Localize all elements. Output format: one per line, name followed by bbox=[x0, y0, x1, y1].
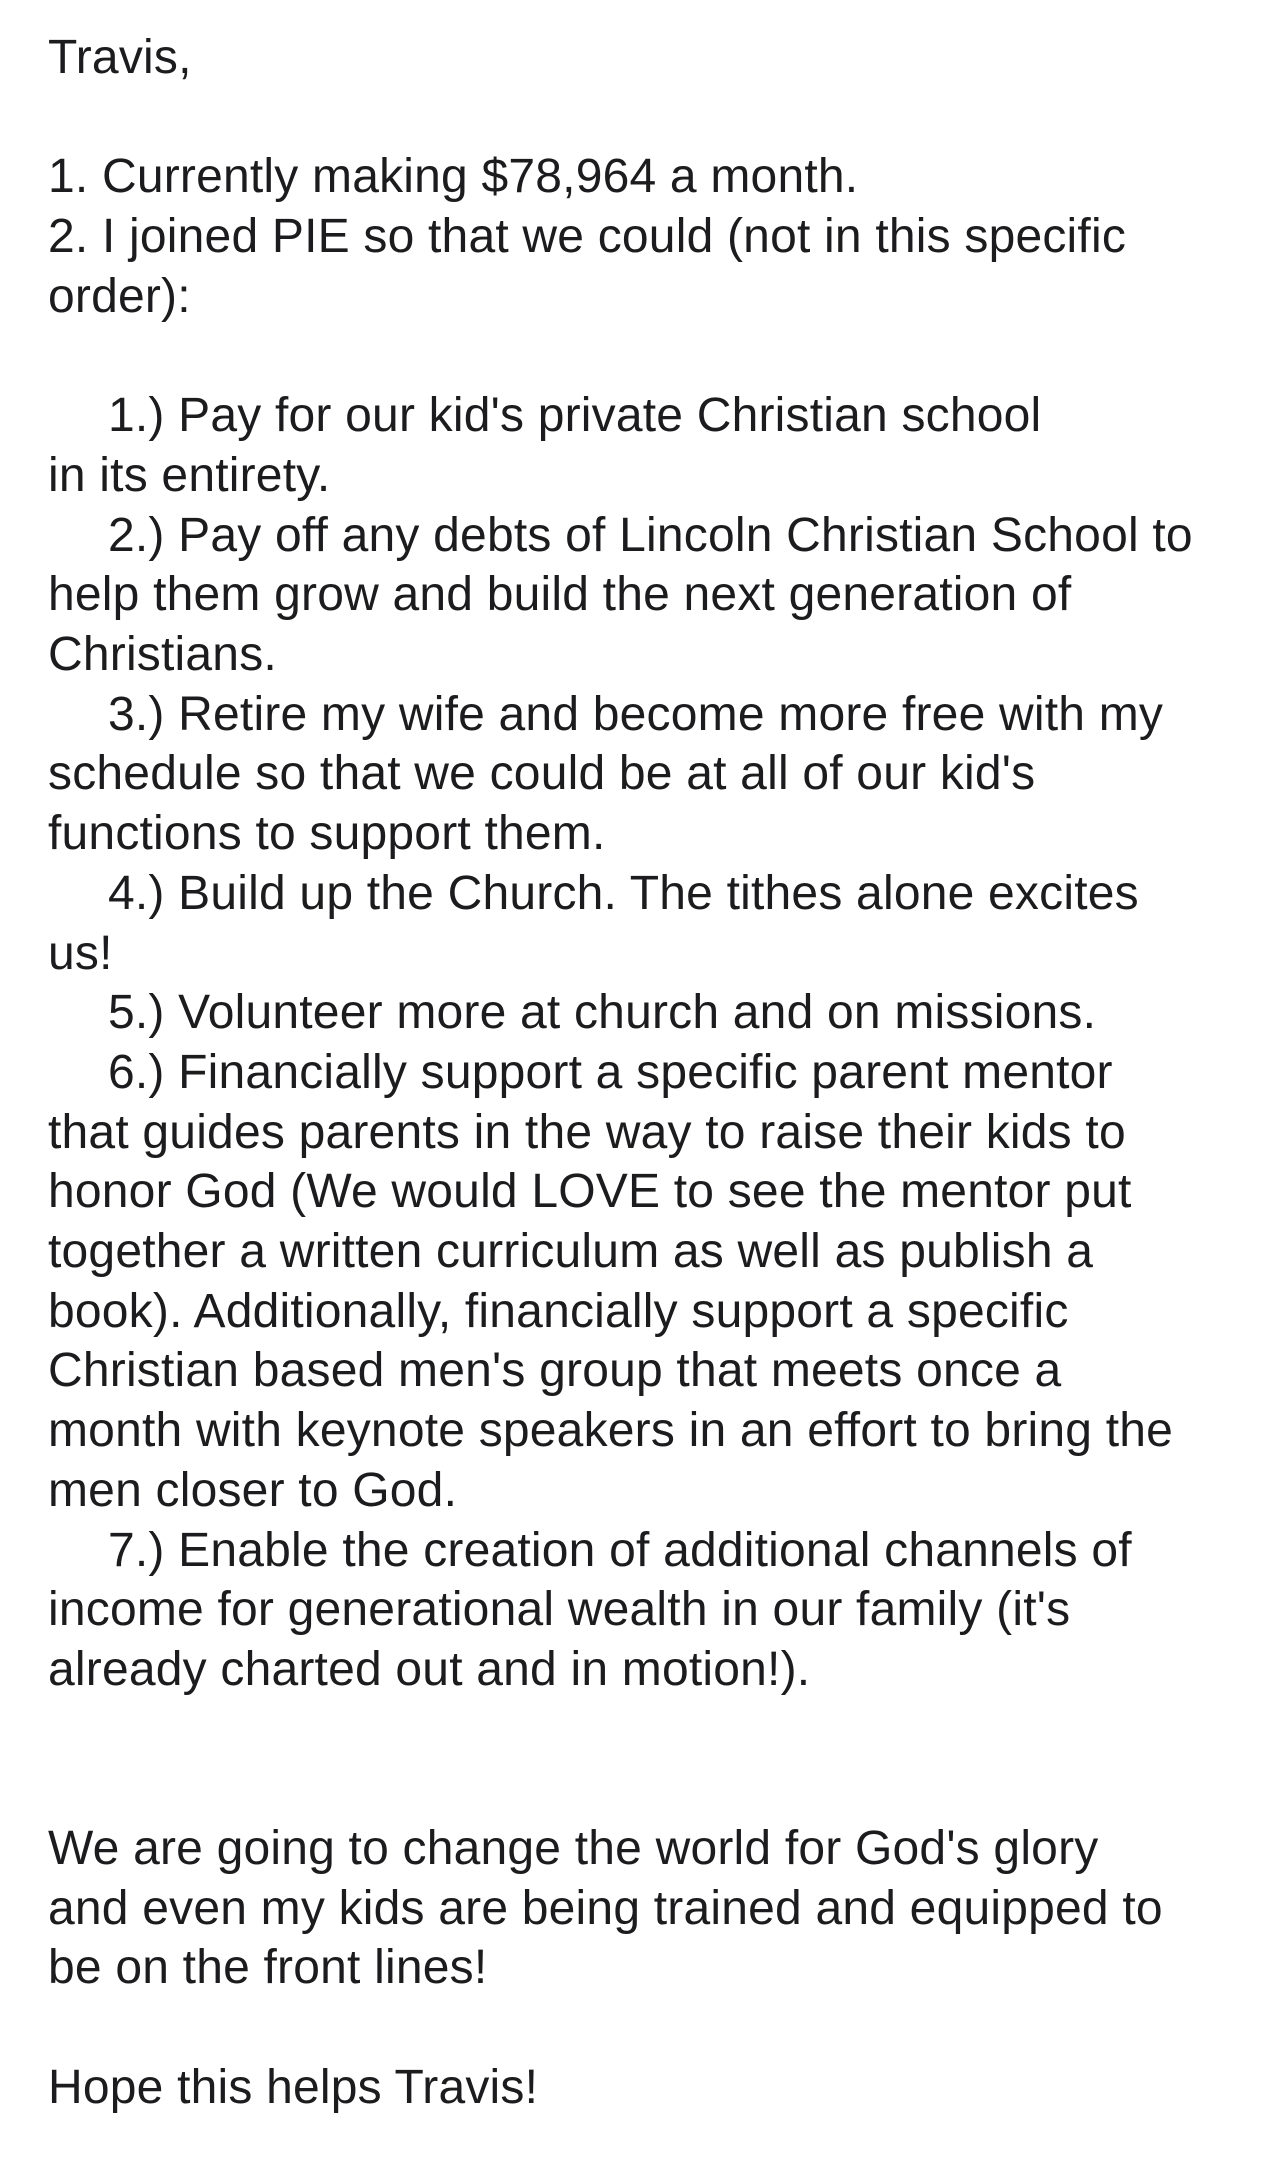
goal-6-line-7: month with keynote speakers in an effort to bring the bbox=[48, 1404, 1174, 1458]
goal-1-line-2: in its entirety. bbox=[48, 448, 331, 502]
goal-2-line-3: Christians. bbox=[48, 628, 277, 681]
spacer bbox=[48, 1700, 1238, 1819]
spacer bbox=[48, 88, 1238, 148]
goal-6-line-6: Christian based men's group that meets once a bbox=[48, 1344, 1062, 1398]
goal-4-line-1: 4.) Build up the Church. The tithes alone excites bbox=[108, 866, 1139, 920]
spacer bbox=[48, 327, 1238, 387]
goal-6-line-1: 6.) Financially support a specific parent mentor bbox=[108, 1045, 1113, 1099]
point-2: 2. I joined PIE so that we could (not in this specific bbox=[48, 210, 1127, 264]
goal-6-line-2: that guides parents in the way to raise their kids to bbox=[48, 1105, 1126, 1159]
goal-5-line-1: 5.) Volunteer more at church and on missions. bbox=[108, 986, 1097, 1040]
goal-6-line-3: honor God (We would LOVE to see the mentor put bbox=[48, 1165, 1132, 1219]
goal-6-line-4: together a written curriculum as well as publish a bbox=[48, 1225, 1094, 1279]
goal-3-line-2: schedule so that we could be at all of our kid's bbox=[48, 747, 1036, 801]
goal-7-line-2: income for generational wealth in our family (it's bbox=[48, 1583, 1071, 1637]
goal-2-line-2: help them grow and build the next generation of bbox=[48, 568, 1072, 622]
goal-7-line-1: 7.) Enable the creation of additional channels of bbox=[108, 1523, 1132, 1577]
closing-line-2: and even my kids are being trained and equipped to bbox=[48, 1881, 1163, 1935]
goal-7-line-3: already charted out and in motion!). bbox=[48, 1642, 811, 1696]
goal-1-line-1: 1.) Pay for our kid's private Christian school bbox=[108, 389, 1042, 443]
goal-6-line-5: book). Additionally, financially support a specific bbox=[48, 1284, 1069, 1338]
goal-3-line-3: functions to support them. bbox=[48, 807, 606, 861]
goal-3-line-1: 3.) Retire my wife and become more free with my bbox=[108, 687, 1164, 741]
goal-2-line-1: 2.) Pay off any debts of Lincoln Christian School to bbox=[108, 508, 1193, 562]
point-2-cont: order): bbox=[48, 269, 191, 323]
goal-6-line-8: men closer to God. bbox=[48, 1463, 458, 1517]
signoff: Hope this helps Travis! bbox=[48, 2060, 539, 2114]
spacer bbox=[48, 1998, 1238, 2058]
closing-line-1: We are going to change the world for God's glory bbox=[48, 1822, 1099, 1876]
message-body bbox=[48, 28, 1238, 2118]
point-1: 1. Currently making $78,964 a month. bbox=[48, 150, 859, 204]
closing-line-3: be on the front lines! bbox=[48, 1941, 488, 1995]
greeting: Travis, bbox=[48, 31, 192, 84]
goal-4-line-2: us! bbox=[48, 926, 113, 980]
